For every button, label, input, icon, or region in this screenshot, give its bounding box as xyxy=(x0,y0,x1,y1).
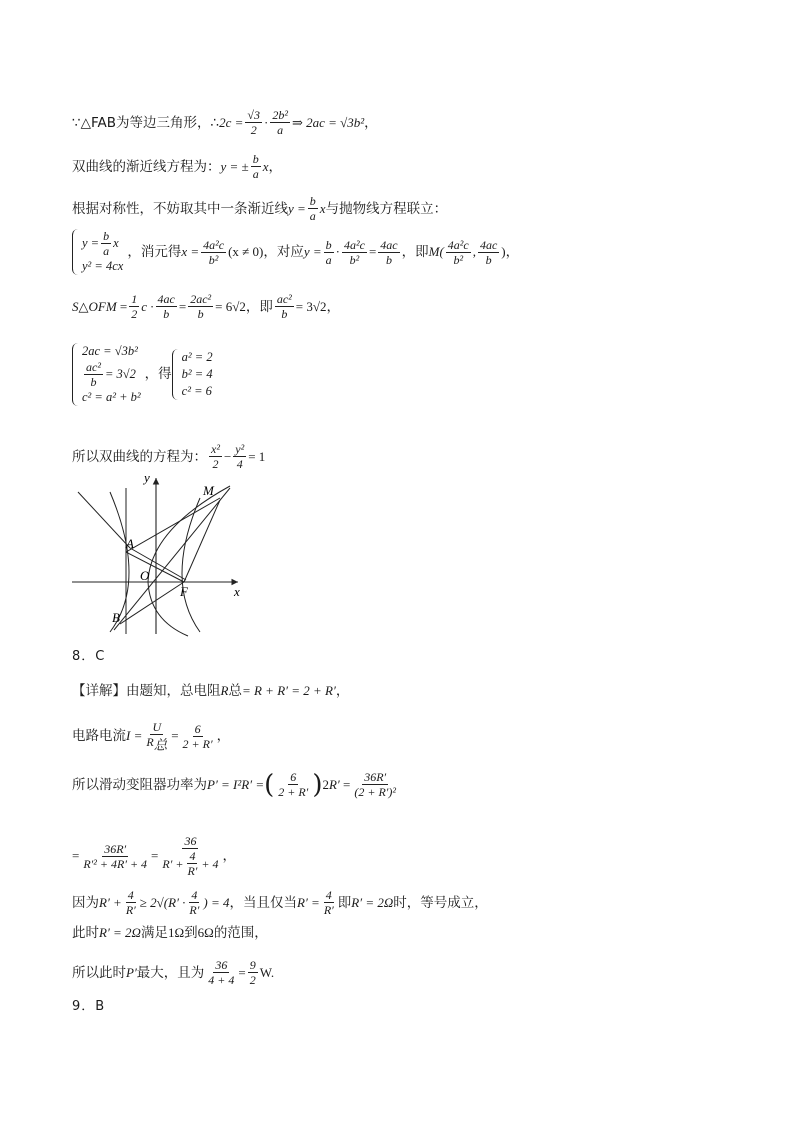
answer-8: 8．C xyxy=(72,649,106,664)
hyperbola-figure xyxy=(70,470,250,640)
point-label-M: M xyxy=(203,483,214,498)
line-equilateral: ∵△FAB为等边三角形，∴ 2c = $\frac{√3}{2}$ · $\frac{\text{2b²}}{a}$ ⇒ 2ac = √3b² ， xyxy=(72,108,378,137)
fraction-b-over-a: $\frac{b}{a}$ xyxy=(252,152,259,181)
line-power-simplify: = $\frac{36R'}{\text{R′² + 4R′ + 4}}$ = 36 R′ + $\frac{4}{R'}$ + 4 ， xyxy=(72,834,237,878)
axis-label-x: x xyxy=(234,584,240,599)
line-system-solve: y = $\frac{b}{a}$ x y² = 4cx ，消元得 x = $\frac{\text{4a²c}}{\text{b²}}$ (x ≠ 0) ，对应 y = $\frac{b}{a}$ · $\frac{\text{4a²c}}{\text{b²}}$ = $\frac{4ac}{b}$ ，即 M( $\frac{\text{4a²c}}{\text{b²}}$ , $\frac{4ac}{b}$ ) ， xyxy=(72,228,519,276)
line-current: 电路电流 I = $\frac{U}{R_总}$ = $\frac{6}{2 + R'}$ ， xyxy=(72,720,231,754)
point-label-O: O xyxy=(140,568,150,583)
equation-system-1: y = $\frac{b}{a}$ x y² = 4cx xyxy=(72,229,123,275)
point-label-F: F xyxy=(180,584,188,599)
fraction-sqrt3-over-2: $\frac{√3}{2}$ xyxy=(247,108,260,137)
line-hyperbola-equation: 所以双曲线的方程为： $\frac{\text{x²}}{2}$ − $\frac{\text{y²}}{4}$ = 1 xyxy=(72,442,266,471)
line-asymptote: 双曲线的渐近线方程为： y = ± $\frac{b}{a}$ x ， xyxy=(72,152,282,181)
line-system-result: 2ac = √3b² $\frac{\text{ac²}}{b}$ = 3√2 c² = a² + b² ，得 a² = 2 b² = 4 c² = 6 xyxy=(72,332,217,416)
point-label-A: A xyxy=(126,536,134,551)
line-area: S △OFM = $\frac{1}{2}$ c · $\frac{4ac}{b}$ = $\frac{\text{2ac²}}{b}$ = 6√2 ，即 $\frac{\text{ac²}}{b}$ = 3√2 ， xyxy=(72,292,341,321)
equation-system-3: a² = 2 b² = 4 c² = 6 xyxy=(172,349,213,400)
point-label-B: B xyxy=(112,610,120,625)
answer-9: 9．B xyxy=(72,999,106,1014)
line-total-resistance: 【详解】由题知，总电阻 R 总 = R + R′ = 2 + R′ ， xyxy=(72,683,350,699)
axis-label-y: y xyxy=(144,470,150,485)
line-maximum: 所以此时 P′ 最大，且为 $\frac{36}{4 + 4}$ = $\frac{9}{2}$ W. xyxy=(72,958,275,987)
line-inequality: 因为 R′ + $\frac{4}{R'}$ ≥ 2√(R′ · $\frac{4}{R'}$ ) = 4 ，当且仅当 R′ = $\frac{4}{R'}$ 即 R′ = 2Ω 时，等号成立， xyxy=(72,888,488,917)
line-range: 此时 R′ = 2Ω 满足 1Ω 到 6Ω 的范围， xyxy=(72,925,268,941)
equation-system-2: 2ac = √3b² $\frac{\text{ac²}}{b}$ = 3√2 c² = a² + b² xyxy=(72,343,141,406)
fraction-2b2-over-a: $\frac{\text{2b²}}{a}$ xyxy=(272,108,288,137)
line-symmetry: 根据对称性，不妨取其中一条渐近线 y = $\frac{b}{a}$ x 与抛物线方程联立： xyxy=(72,194,448,223)
line-power: 所以滑动变阻器功率为 P′ = I²R′ = ( $\frac{6}{2 + R'}$ ) 2 R′ = $\frac{36R'}{\text{(2 + R′)²}}$ xyxy=(72,769,397,800)
